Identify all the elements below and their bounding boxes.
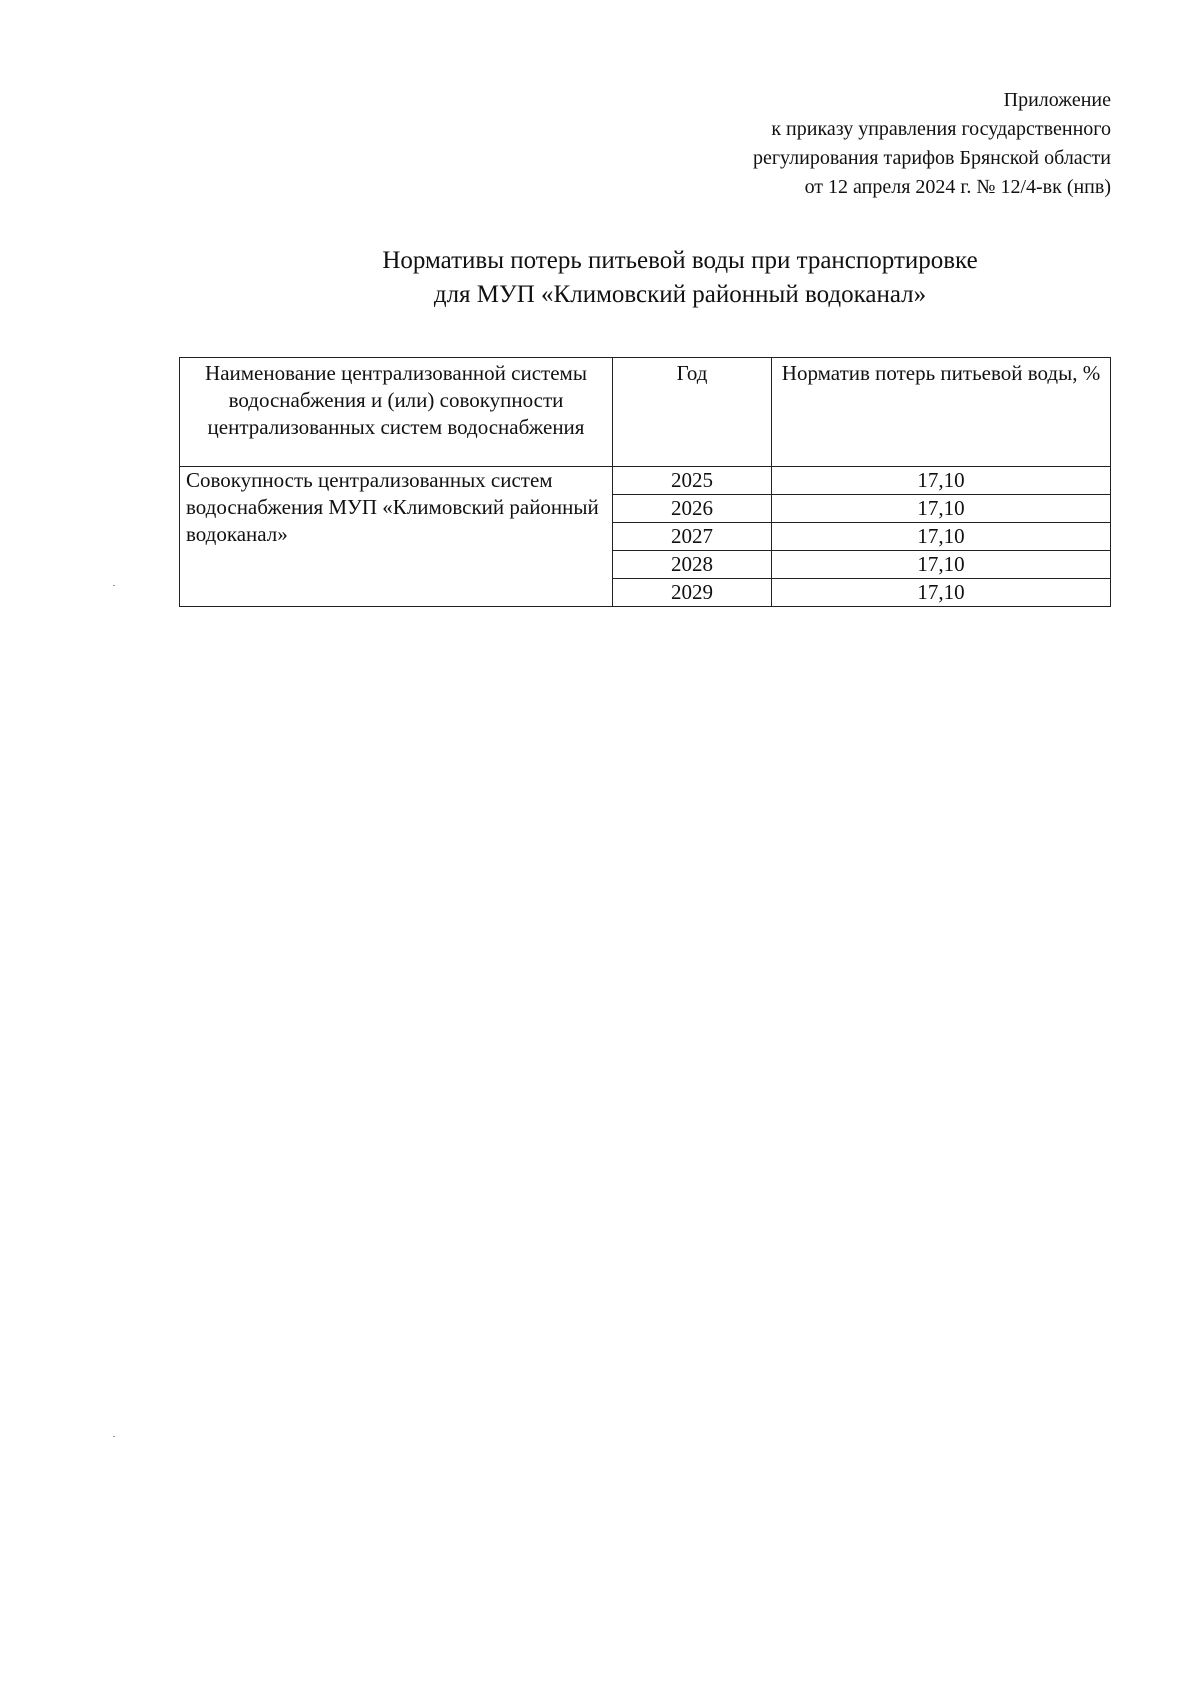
appendix-label: Приложение: [1003, 89, 1111, 111]
norm-value-cell: 17,10: [772, 579, 1111, 607]
table-header-row: [180, 358, 1111, 467]
appendix-date-line: от 12 апреля 2024 г. № 12/4-вк (нпв): [804, 176, 1111, 198]
column-header-system: Наименование централизованной системы водоснабжения и (или) совокупности централизованных систем водоснабжения: [180, 358, 613, 467]
year-cell: 2026: [613, 495, 772, 523]
water-loss-norms-table: [179, 357, 1111, 607]
scan-speck: [113, 585, 115, 586]
column-header-year: Год: [613, 358, 772, 467]
year-cell: 2025: [613, 467, 772, 495]
norm-value-cell: 17,10: [772, 467, 1111, 495]
appendix-authority-line: регулирования тарифов Брянской области: [752, 147, 1111, 169]
table-row: [180, 467, 1111, 495]
title-line-2: для МУП «Климовский районный водоканал»: [433, 281, 927, 308]
norm-value-cell: 17,10: [772, 523, 1111, 551]
norm-value-cell: 17,10: [772, 551, 1111, 579]
title-line-1: Нормативы потерь питьевой воды при транспортировке: [382, 247, 978, 274]
column-header-norm: Норматив потерь питьевой воды, %: [772, 358, 1111, 467]
appendix-order-line: к приказу управления государственного: [771, 118, 1111, 140]
year-cell: 2029: [613, 579, 772, 607]
system-name-cell: Совокупность централизованных систем водоснабжения МУП «Климовский районный водоканал»: [180, 467, 613, 607]
year-cell: 2027: [613, 523, 772, 551]
appendix-header: [753, 86, 1111, 202]
document-title: [250, 244, 1110, 312]
norm-value-cell: 17,10: [772, 495, 1111, 523]
year-cell: 2028: [613, 551, 772, 579]
scan-speck: [113, 1436, 115, 1437]
